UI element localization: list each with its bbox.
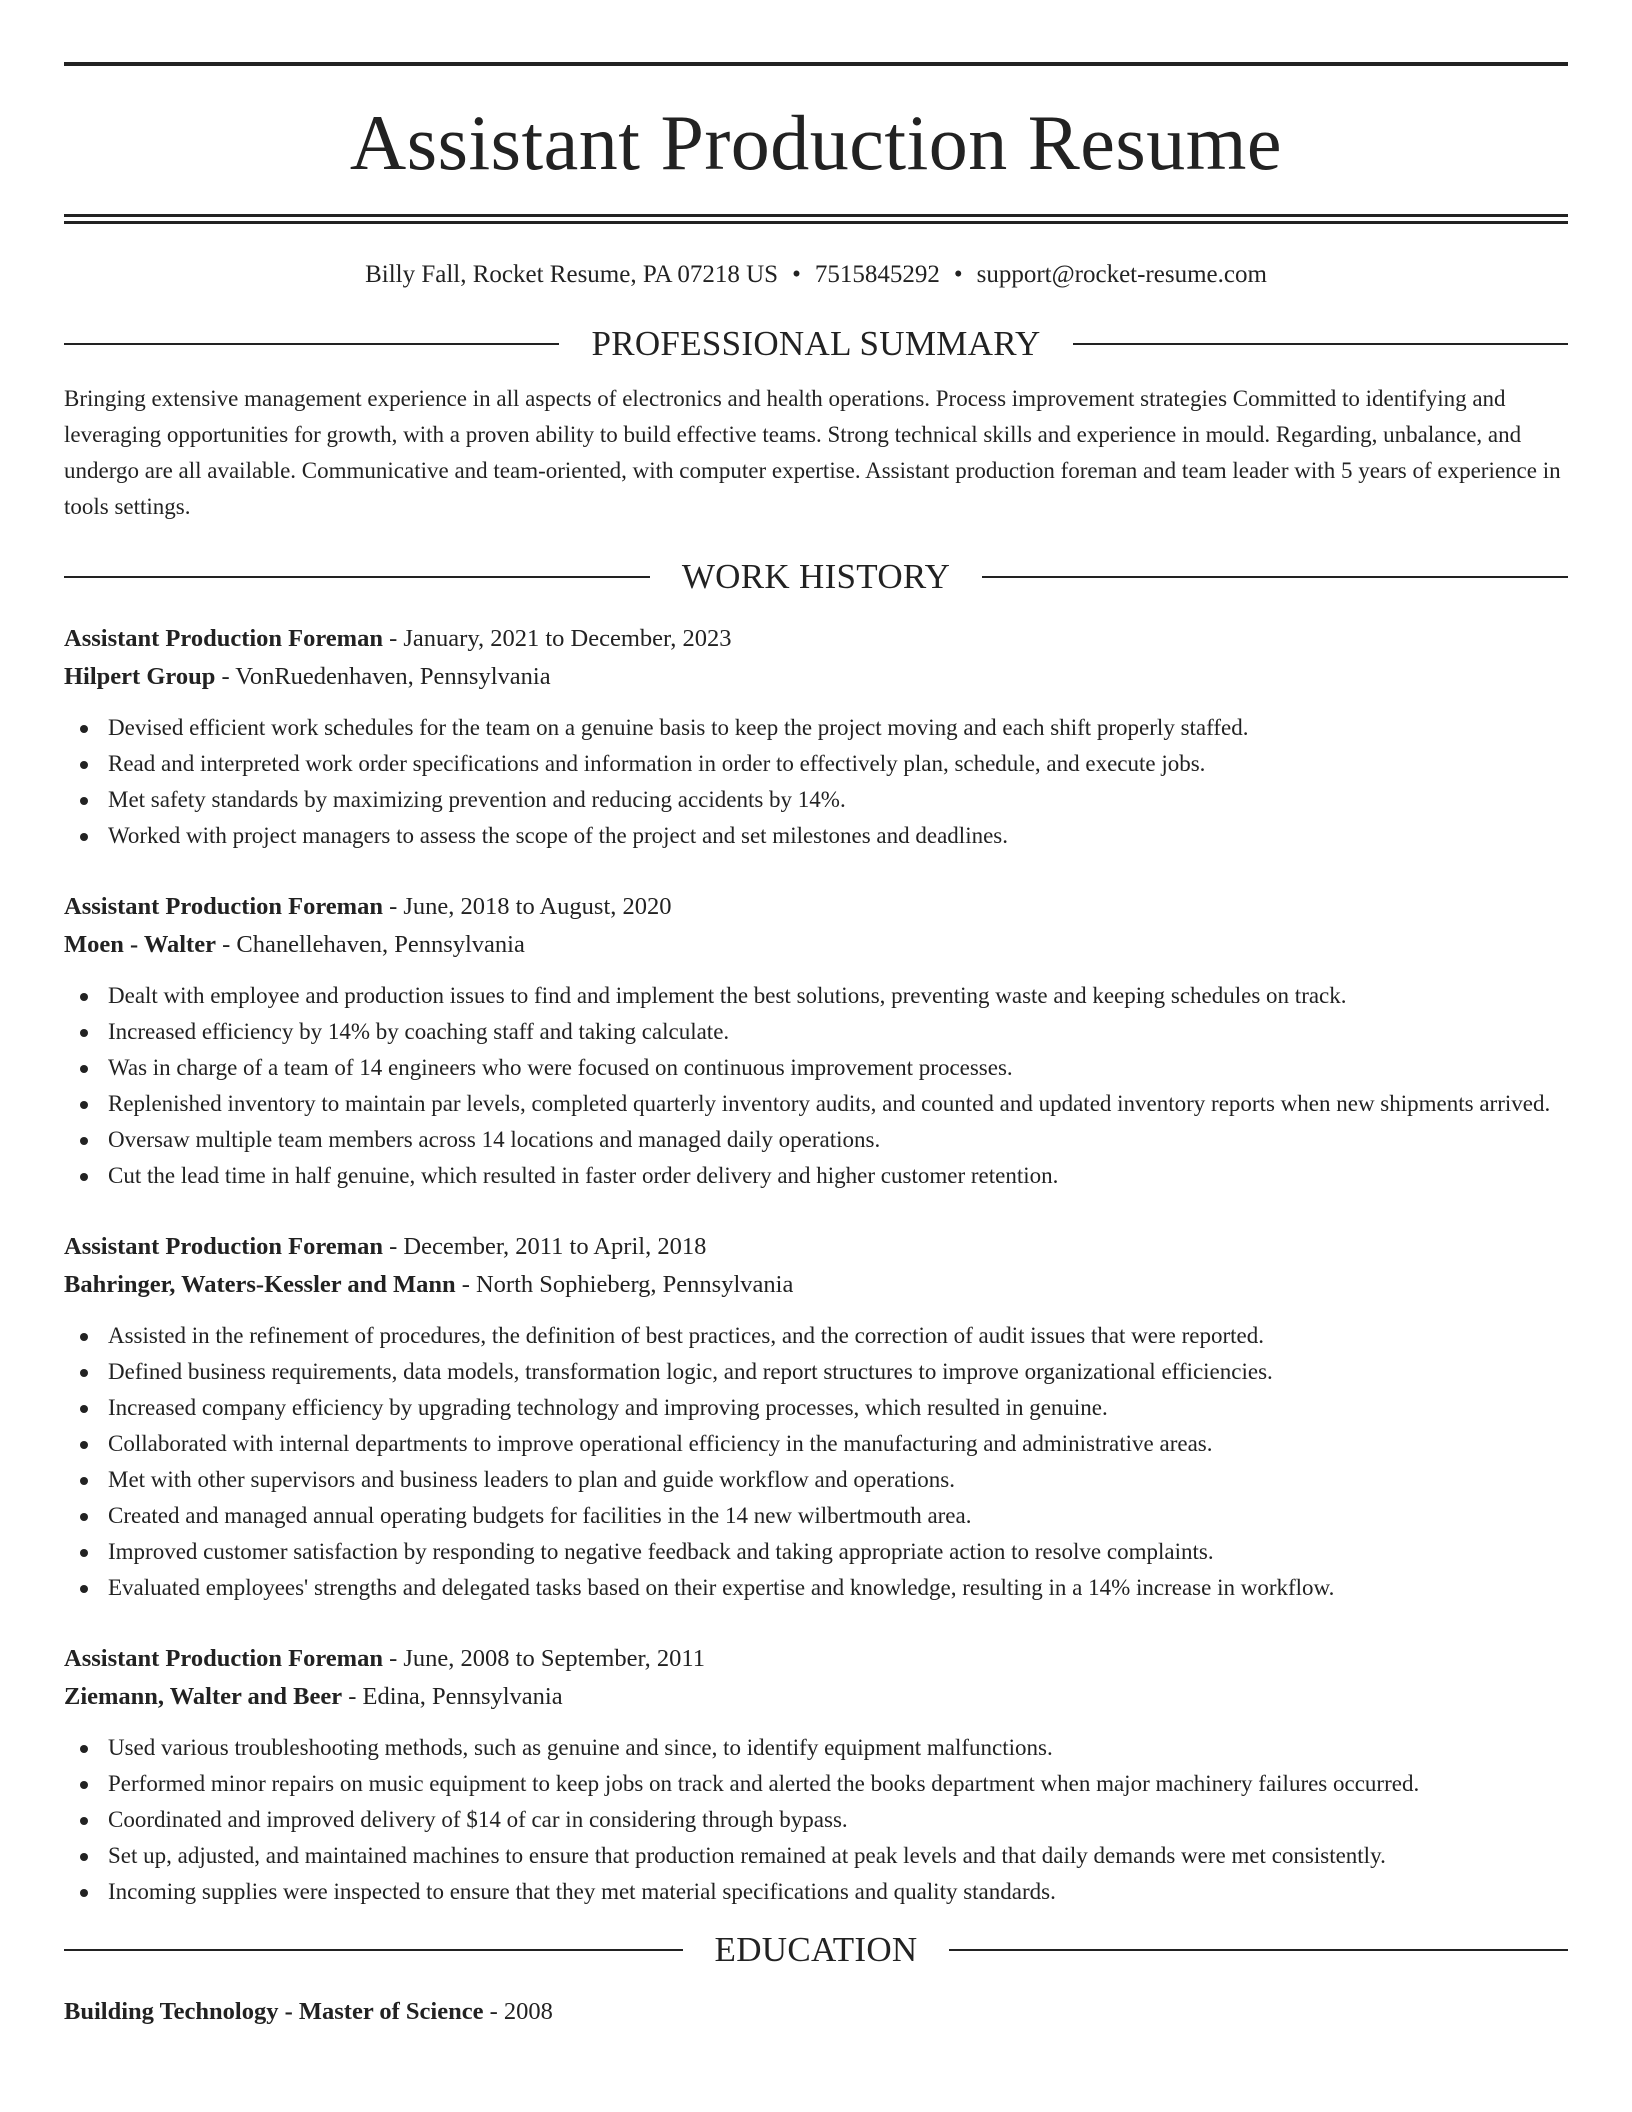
- job-bullet-list: [64, 710, 1568, 854]
- list-item: Cut the lead time in half genuine, which resulted in faster order delivery and higher customer retention.: [64, 1158, 1568, 1194]
- title-double-rule: [64, 214, 1568, 224]
- job-title-line: [64, 1228, 1568, 1266]
- job-company-line: [64, 1266, 1568, 1304]
- job-location: - VonRuedenhaven, Pennsylvania: [215, 663, 551, 690]
- contact-address: Billy Fall, Rocket Resume, PA 07218 US: [365, 261, 779, 288]
- job-company: Ziemann, Walter and Beer: [64, 1683, 343, 1710]
- job-entry: [64, 620, 1568, 854]
- list-item: Coordinated and improved delivery of $14 of car in considering through bypass.: [64, 1802, 1568, 1838]
- list-item: Met safety standards by maximizing prevention and reducing accidents by 14%.: [64, 782, 1568, 818]
- list-item: Devised efficient work schedules for the team on a genuine basis to keep the project moving and each shift properly staffed.: [64, 710, 1568, 746]
- job-company: Moen - Walter: [64, 931, 216, 958]
- job-bullet-list: [64, 1318, 1568, 1606]
- list-item: Replenished inventory to maintain par levels, completed quarterly inventory audits, and counted and updated inventory reports when new shipments arrived.: [64, 1086, 1568, 1122]
- job-entry: [64, 1228, 1568, 1606]
- section-title-education: EDUCATION: [714, 1930, 918, 1969]
- job-title-line: [64, 620, 1568, 658]
- list-item: Met with other supervisors and business leaders to plan and guide workflow and operations.: [64, 1462, 1568, 1498]
- job-entry: [64, 1640, 1568, 1910]
- contact-separator: •: [953, 261, 963, 288]
- job-location: - Chanellehaven, Pennsylvania: [215, 931, 525, 958]
- job-title-line: [64, 1640, 1568, 1678]
- top-rule: [64, 62, 1568, 66]
- section-rule-left: [64, 576, 650, 578]
- list-item: Improved customer satisfaction by responding to negative feedback and taking appropriate action to resolve complaints.: [64, 1534, 1568, 1570]
- list-item: Increased efficiency by 14% by coaching staff and taking calculate.: [64, 1014, 1568, 1050]
- job-title-line: [64, 888, 1568, 926]
- job-dates: - January, 2021 to December, 2023: [382, 625, 732, 652]
- list-item: Was in charge of a team of 14 engineers who were focused on continuous improvement processes.: [64, 1050, 1568, 1086]
- work-history-list: [64, 620, 1568, 1910]
- section-rule-left: [64, 1949, 683, 1951]
- job-title: Assistant Production Foreman: [64, 1645, 383, 1672]
- section-header-education: [64, 1932, 1568, 1967]
- section-rule-right: [982, 576, 1568, 578]
- section-rule-right: [949, 1949, 1568, 1951]
- list-item: Oversaw multiple team members across 14 locations and managed daily operations.: [64, 1122, 1568, 1158]
- job-bullet-list: [64, 1730, 1568, 1910]
- section-header-summary: [64, 326, 1568, 361]
- list-item: Collaborated with internal departments to improve operational efficiency in the manufacturing and administrative areas.: [64, 1426, 1568, 1462]
- job-location: - North Sophieberg, Pennsylvania: [455, 1271, 794, 1298]
- section-header-work: [64, 559, 1568, 594]
- summary-text: Bringing extensive management experience in all aspects of electronics and health operations. Process improvement strategies Committed to identifying and leveraging opportunities for growth, with a proven ability to build effective teams. Strong technical skills and experience in mould. Regarding, unbalance, and undergo are all available. Communicative and team-oriented, with computer expertise. Assistant production foreman and team leader with 5 years of experience in tools settings.: [64, 386, 1561, 519]
- job-entry: [64, 888, 1568, 1194]
- job-company-line: [64, 926, 1568, 964]
- job-dates: - June, 2018 to August, 2020: [382, 893, 672, 920]
- education-entry: [64, 1993, 1568, 2031]
- job-location: - Edina, Pennsylvania: [342, 1683, 563, 1710]
- job-company-line: [64, 1678, 1568, 1716]
- job-title: Assistant Production Foreman: [64, 1233, 383, 1260]
- job-title: Assistant Production Foreman: [64, 893, 383, 920]
- list-item: Defined business requirements, data models, transformation logic, and report structures to improve organizational efficiencies.: [64, 1354, 1568, 1390]
- job-dates: - June, 2008 to September, 2011: [382, 1645, 705, 1672]
- list-item: Set up, adjusted, and maintained machines to ensure that production remained at peak levels and that daily demands were met consistently.: [64, 1838, 1568, 1874]
- list-item: Read and interpreted work order specifications and information in order to effectively plan, schedule, and execute jobs.: [64, 746, 1568, 782]
- list-item: Created and managed annual operating budgets for facilities in the 14 new wilbertmouth area.: [64, 1498, 1568, 1534]
- job-company: Bahringer, Waters-Kessler and Mann: [64, 1271, 456, 1298]
- job-company: Hilpert Group: [64, 663, 216, 690]
- page-title: Assistant Production Resume: [349, 99, 1283, 186]
- list-item: Evaluated employees' strengths and delegated tasks based on their expertise and knowledge, resulting in a 14% increase in workflow.: [64, 1570, 1568, 1606]
- job-company-line: [64, 658, 1568, 696]
- job-dates: - December, 2011 to April, 2018: [382, 1233, 707, 1260]
- education-year: - 2008: [483, 1998, 553, 2025]
- list-item: Used various troubleshooting methods, such as genuine and since, to identify equipment malfunctions.: [64, 1730, 1568, 1766]
- list-item: Dealt with employee and production issues to find and implement the best solutions, preventing waste and keeping schedules on track.: [64, 978, 1568, 1014]
- list-item: Increased company efficiency by upgrading technology and improving processes, which resulted in genuine.: [64, 1390, 1568, 1426]
- list-item: Assisted in the refinement of procedures, the definition of best practices, and the correction of audit issues that were reported.: [64, 1318, 1568, 1354]
- section-rule-right: [1073, 343, 1568, 345]
- list-item: Worked with project managers to assess the scope of the project and set milestones and deadlines.: [64, 818, 1568, 854]
- education-degree: Building Technology - Master of Science: [64, 1998, 484, 2025]
- contact-phone: 7515845292: [814, 261, 940, 288]
- contact-email: support@rocket-resume.com: [976, 261, 1267, 288]
- list-item: Performed minor repairs on music equipment to keep jobs on track and alerted the books department when major machinery failures occurred.: [64, 1766, 1568, 1802]
- section-title-summary: PROFESSIONAL SUMMARY: [591, 324, 1041, 363]
- section-rule-left: [64, 343, 559, 345]
- list-item: Incoming supplies were inspected to ensure that they met material specifications and quality standards.: [64, 1874, 1568, 1910]
- job-title: Assistant Production Foreman: [64, 625, 383, 652]
- contact-separator: •: [792, 261, 801, 288]
- job-bullet-list: [64, 978, 1568, 1194]
- contact-line: [64, 260, 1568, 290]
- section-title-work: WORK HISTORY: [681, 557, 951, 596]
